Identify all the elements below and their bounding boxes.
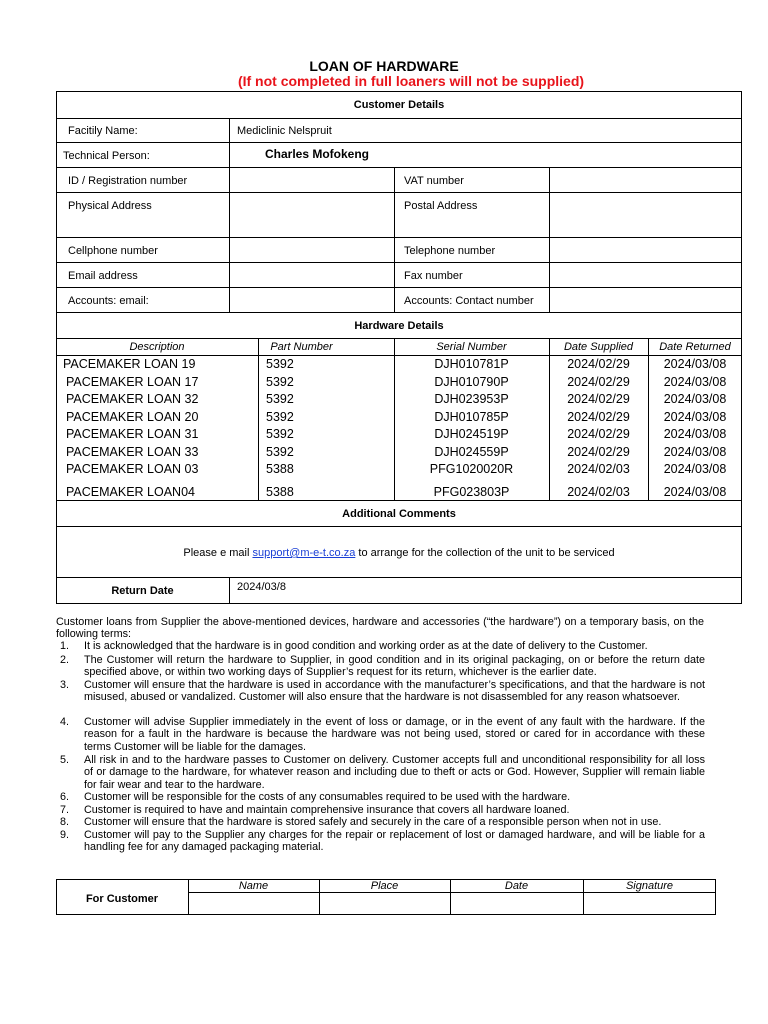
signature-col-signature: Signature <box>625 880 674 892</box>
hardware-part-number: 5392 <box>266 445 294 459</box>
term-text: Customer will ensure that the hardware is stored safely and securely in the care of a responsible person when not in use. <box>84 816 662 828</box>
fax-number-label: Fax number <box>404 270 463 282</box>
customer-details-heading: Customer Details <box>353 99 445 111</box>
customer-place-field[interactable] <box>320 893 449 914</box>
hardware-part-number: 5388 <box>266 485 294 499</box>
term-number: 5. <box>60 754 70 766</box>
hardware-part-number: 5392 <box>266 375 294 389</box>
hardware-serial-number: DJH023953P <box>434 392 509 406</box>
term-number: 7. <box>60 804 70 816</box>
page-title: LOAN OF HARDWARE <box>309 58 459 74</box>
accounts-contact-label: Accounts: Contact number <box>404 295 534 307</box>
return-date-label: Return Date <box>111 585 174 597</box>
column-header-description: Description <box>129 341 185 353</box>
id-registration-label: ID / Registration number <box>68 175 188 187</box>
hardware-date-supplied: 2024/02/29 <box>567 427 630 441</box>
hardware-date-supplied: 2024/02/29 <box>567 392 630 406</box>
technical-person-value: Charles Mofokeng <box>265 147 370 161</box>
column-header-date-supplied: Date Supplied <box>563 341 634 353</box>
signature-col-name: Name <box>238 880 269 892</box>
hardware-date-supplied: 2024/02/29 <box>567 357 630 371</box>
hardware-date-returned: 2024/03/08 <box>663 357 727 371</box>
support-email-link[interactable]: support@m-e-t.co.za <box>252 547 356 559</box>
hardware-description: PACEMAKER LOAN 19 <box>63 357 196 371</box>
hardware-date-returned: 2024/03/08 <box>663 392 727 406</box>
hardware-description: PACEMAKER LOAN 03 <box>66 462 199 476</box>
hardware-date-returned: 2024/03/08 <box>663 485 727 499</box>
telephone-label: Telephone number <box>404 245 496 257</box>
term-number: 8. <box>60 816 70 828</box>
term-text: Customer will ensure that the hardware is used in accordance with the manufacturer’s specifications, and that the hardware is not misused, abused or vandalized. Customer will also ensure that the hardware is not disassembled for any reason whatsoever. <box>84 679 705 704</box>
for-customer-label: For Customer <box>85 893 159 905</box>
facility-name-value: Mediclinic Nelspruit <box>237 125 332 137</box>
term-text: Customer is required to have and maintain comprehensive insurance that covers all hardware loaned. <box>84 804 570 816</box>
term-number: 6. <box>60 791 70 803</box>
additional-comments-heading: Additional Comments <box>342 508 456 520</box>
hardware-serial-number: DJH010785P <box>434 410 509 424</box>
hardware-description: PACEMAKER LOAN 17 <box>66 375 199 389</box>
customer-date-field[interactable] <box>451 893 582 914</box>
hardware-date-returned: 2024/03/08 <box>663 410 727 424</box>
physical-address-label: Physical Address <box>68 200 152 212</box>
email-address-label: Email address <box>68 270 138 282</box>
customer-name-field[interactable] <box>189 893 318 914</box>
term-number: 9. <box>60 829 70 841</box>
comments-text <box>56 547 742 559</box>
hardware-part-number: 5392 <box>266 357 294 371</box>
hardware-serial-number: DJH024519P <box>434 427 509 441</box>
hardware-part-number: 5392 <box>266 392 294 406</box>
comments-text-before: Please e mail <box>183 547 253 559</box>
hardware-part-number: 5392 <box>266 410 294 424</box>
hardware-description: PACEMAKER LOAN 33 <box>66 445 199 459</box>
hardware-part-number: 5392 <box>266 427 294 441</box>
hardware-description: PACEMAKER LOAN 20 <box>66 410 199 424</box>
hardware-date-supplied: 2024/02/03 <box>567 462 630 476</box>
hardware-serial-number: DJH024559P <box>434 445 509 459</box>
term-number: 3. <box>60 679 70 691</box>
terms-intro: Customer loans from Supplier the above-mentioned devices, hardware and accessories (“the hardware”) on a temporary basis, on the following terms: <box>56 616 704 641</box>
hardware-date-returned: 2024/03/08 <box>663 427 727 441</box>
hardware-date-returned: 2024/03/08 <box>663 375 727 389</box>
hardware-serial-number: DJH010781P <box>434 357 509 371</box>
signature-col-date: Date <box>504 880 529 892</box>
hardware-part-number: 5388 <box>266 462 294 476</box>
hardware-date-returned: 2024/03/08 <box>663 445 727 459</box>
column-header-serial-number: Serial Number <box>436 341 507 353</box>
term-text: All risk in and to the hardware passes to Customer on delivery. Customer accepts full and unconditional responsibility for all loss of or damage to the hardware, for whatever reason and including due to theft or acts or God. However, Supplier will remain liable for fair wear and tear to the hardware. <box>84 754 705 791</box>
return-date-value: 2024/03/8 <box>237 581 286 593</box>
hardware-date-supplied: 2024/02/03 <box>567 485 630 499</box>
hardware-date-returned: 2024/03/08 <box>663 462 727 476</box>
facility-name-label: Facitily Name: <box>68 125 138 137</box>
cellphone-label: Cellphone number <box>68 245 158 257</box>
page-subtitle: (If not completed in full loaners will not be supplied) <box>237 73 585 89</box>
term-number: 1. <box>60 640 70 652</box>
postal-address-label: Postal Address <box>404 200 478 212</box>
hardware-description: PACEMAKER LOAN 32 <box>66 392 199 406</box>
term-number: 2. <box>60 654 70 666</box>
hardware-date-supplied: 2024/02/29 <box>567 375 630 389</box>
term-text: The Customer will return the hardware to Supplier, in good condition and in its original packaging, on or before the return date specified above, or within two working days of Supplier’s request for its return, whichever is the earlier date. <box>84 654 705 679</box>
column-header-part-number: Part Number <box>270 341 333 353</box>
term-number: 4. <box>60 716 70 728</box>
comments-text-after: to arrange for the collection of the unit to be serviced <box>355 547 615 559</box>
hardware-details-heading: Hardware Details <box>354 320 444 332</box>
term-text: Customer will pay to the Supplier any charges for the repair or replacement of lost or damaged hardware, and will be liable for a handling fee for any damaged packaging material. <box>84 829 705 854</box>
technical-person-label: Technical Person: <box>63 150 150 162</box>
hardware-date-supplied: 2024/02/29 <box>567 410 630 424</box>
hardware-serial-number: PFG023803P <box>433 485 510 499</box>
customer-signature-field[interactable] <box>584 893 715 914</box>
signature-col-place: Place <box>370 880 399 892</box>
term-text: It is acknowledged that the hardware is in good condition and working order as at the date of delivery to the Customer. <box>84 640 648 652</box>
hardware-serial-number: PFG1020020R <box>429 462 514 476</box>
vat-number-label: VAT number <box>404 175 464 187</box>
accounts-email-label: Accounts: email: <box>68 295 149 307</box>
hardware-description: PACEMAKER LOAN 31 <box>66 427 199 441</box>
hardware-description: PACEMAKER LOAN04 <box>66 485 195 499</box>
column-header-date-returned: Date Returned <box>659 341 731 353</box>
term-text: Customer will advise Supplier immediately in the event of loss or damage, or in the event of any fault with the hardware. If the reason for a fault in the hardware is because the hardware was not being used, stored or cared for in accordance with these terms Customer will be liable for the damages. <box>84 716 705 753</box>
hardware-date-supplied: 2024/02/29 <box>567 445 630 459</box>
hardware-serial-number: DJH010790P <box>434 375 509 389</box>
term-text: Customer will be responsible for the costs of any consumables required to be used with the hardware. <box>84 791 571 803</box>
